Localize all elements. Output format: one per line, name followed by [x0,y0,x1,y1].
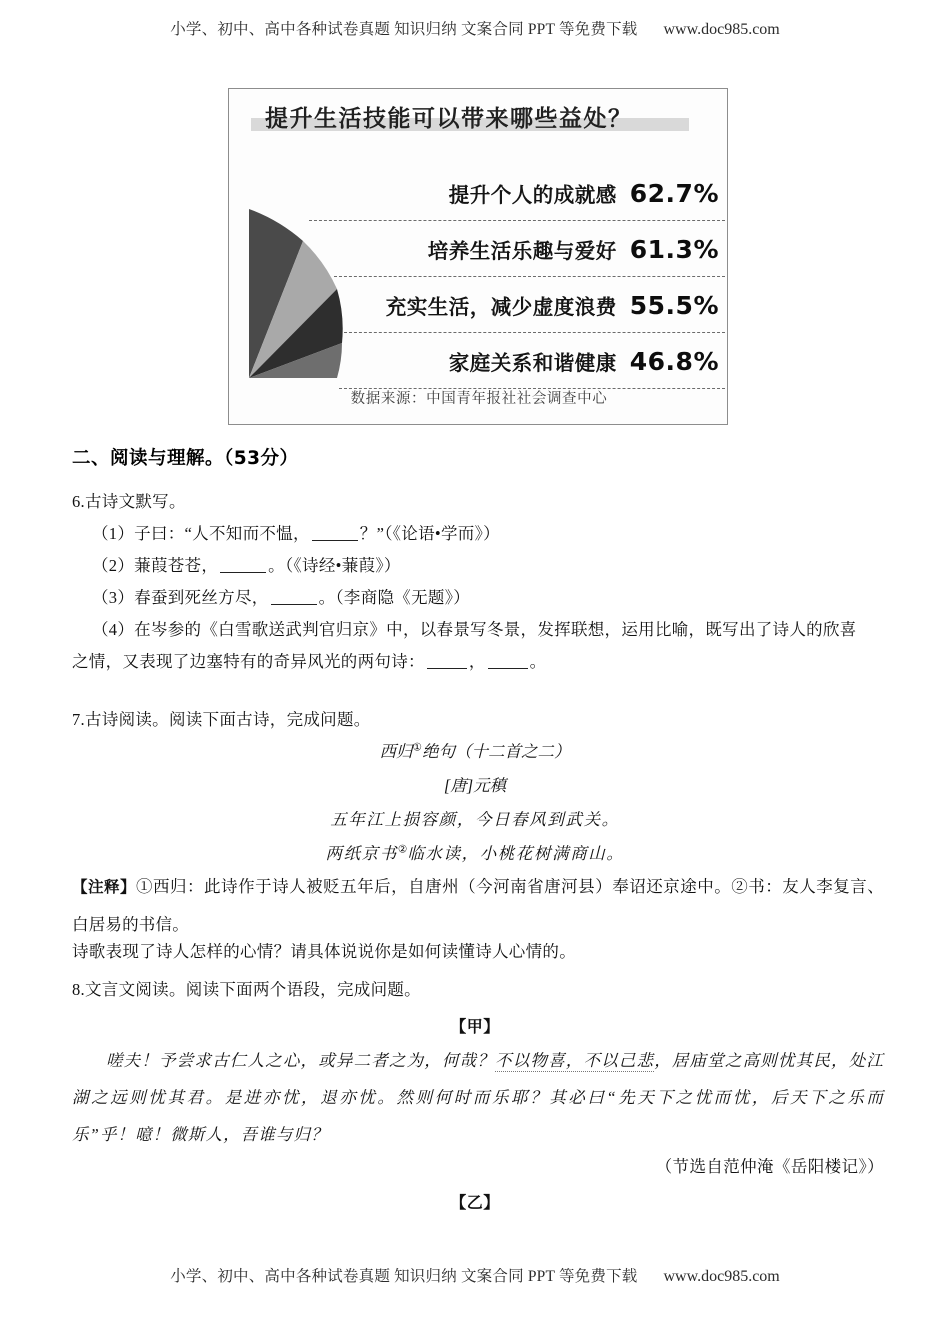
q6-item-4-line2 [72,648,546,672]
chart-row-label: 培养生活乐趣与爱好 [427,239,617,263]
chart-row-value: 62.7% [629,178,719,208]
passage-jia-underlined: 不以物喜，不以己悲 [495,1051,655,1070]
chart-row-value: 46.8% [629,346,719,376]
q6-item-2 [92,552,401,576]
poem-line-1: 五年江上损容颜，今日春风到武关。 [330,810,620,829]
section-heading: 二、阅读与理解。（53分） [72,448,299,469]
q6-item-1-no: （1） [92,524,135,543]
poem-line-2-footnote-marker: ② [397,844,408,856]
chart-row-label: 家庭关系和谐健康 [448,351,617,375]
chart-row-value: 55.5% [629,290,719,320]
chart-rows [229,165,728,390]
q6-item-4-blank-a[interactable] [427,668,467,669]
q6-item-2-blank[interactable] [220,572,266,573]
annotation-text: ①西归：此诗作于诗人被贬五年后，自唐州（今河南省唐河县）奉诏还京途中。②书：友人李复言、白居易的书信。 [72,877,884,934]
q6-item-3-no: （3） [92,588,135,607]
chart-row [344,277,728,333]
poem-author: [唐]元稹 [443,776,507,795]
chart-source-note: 数据来源：中国青年报社社会调查中心 [350,391,608,407]
poem-title-footnote-marker: ① [412,742,422,754]
q6-item-2-before: 蒹葭苍苍， [134,556,219,575]
chart-row [339,333,728,389]
chart-row-value: 61.3% [629,234,719,264]
footer-watermark-text: 小学、初中、高中各种试卷真题 知识归纳 文案合同 PPT 等免费下载 [170,1268,638,1285]
header-watermark [0,17,950,39]
q6-item-3 [92,584,470,608]
poem-line-2 [0,840,950,864]
q6-stem: 6.古诗文默写。 [72,492,186,511]
passage-marker-jia: 【甲】 [450,1017,500,1036]
passage-jia-part2: ，居庙堂之高则忧其民，处江湖之远则忧其君。是进亦忧，退亦忧。然则何时而乐耶？其必曰“先天下之忧而忧，后天下之乐而乐”乎！噫！微斯人，吾谁与归？ [72,1051,884,1144]
q6-item-1-after: ？”（《论语•学而》） [359,524,500,543]
poem-title-rest: 绝句（十二首之二） [421,742,571,761]
passage-jia-part1: 嗟夫！予尝求古仁人之心，或异二者之为，何哉？ [106,1051,496,1070]
poem-title [0,738,950,762]
poem-title-main: 西归 [379,742,413,761]
chart-title: 提升生活技能可以带来哪些益处？ [265,106,633,132]
q6-item-4-before: 之情，又表现了边塞特有的奇异风光的两句诗： [72,652,425,671]
poem-line-2-a: 两纸京书 [325,844,398,863]
q6-item-4-blank-b[interactable] [488,668,528,669]
footer-watermark-url: www.doc985.com [663,1268,780,1285]
chart-row [334,221,728,277]
q6-item-3-after: 。（李商隐《无题》） [318,588,471,607]
q7-stem: 7.古诗阅读。阅读下面古诗，完成问题。 [72,710,371,729]
poem-line-2-b: 临水读，小桃花树满商山。 [407,844,625,863]
q6-item-4-mid: ， [468,652,486,671]
survey-chart-figure [228,88,728,425]
q7-question: 诗歌表现了诗人怎样的心情？请具体说说你是如何读懂诗人心情的。 [72,942,576,961]
chart-row-label: 充实生活，减少虚度浪费 [385,295,617,319]
header-watermark-url: www.doc985.com [663,21,780,38]
poem-annotation [72,868,884,943]
chart-row [309,165,728,221]
header-watermark-text: 小学、初中、高中各种试卷真题 知识归纳 文案合同 PPT 等免费下载 [170,21,638,38]
q6-item-1-blank[interactable] [312,540,358,541]
q6-item-4-after: 。 [529,652,547,671]
q6-item-3-before: 春蚕到死丝方尽， [134,588,269,607]
q8-stem: 8.文言文阅读。阅读下面两个语段，完成问题。 [72,980,421,999]
q6-item-1-before: 子曰：“人不知而不愠， [134,524,310,543]
q6-item-3-blank[interactable] [271,604,317,605]
q6-item-1 [92,520,500,544]
q6-item-2-after: 。（《诗经•蒹葭》） [268,556,401,575]
q6-item-2-no: （2） [92,556,135,575]
annotation-label: 【注释】 [72,878,137,896]
q6-item-4-line1: （4）在岑参的《白雪歌送武判官归京》中，以春景写冬景，发挥联想，运用比喻，既写出了诗人的欣喜 [92,620,857,639]
passage-jia-attribution: （节选自范仲淹《岳阳楼记》） [655,1157,884,1176]
footer-watermark [0,1264,950,1286]
passage-jia-text [72,1042,884,1153]
passage-marker-yi: 【乙】 [450,1193,500,1212]
chart-row-label: 提升个人的成就感 [448,183,617,207]
